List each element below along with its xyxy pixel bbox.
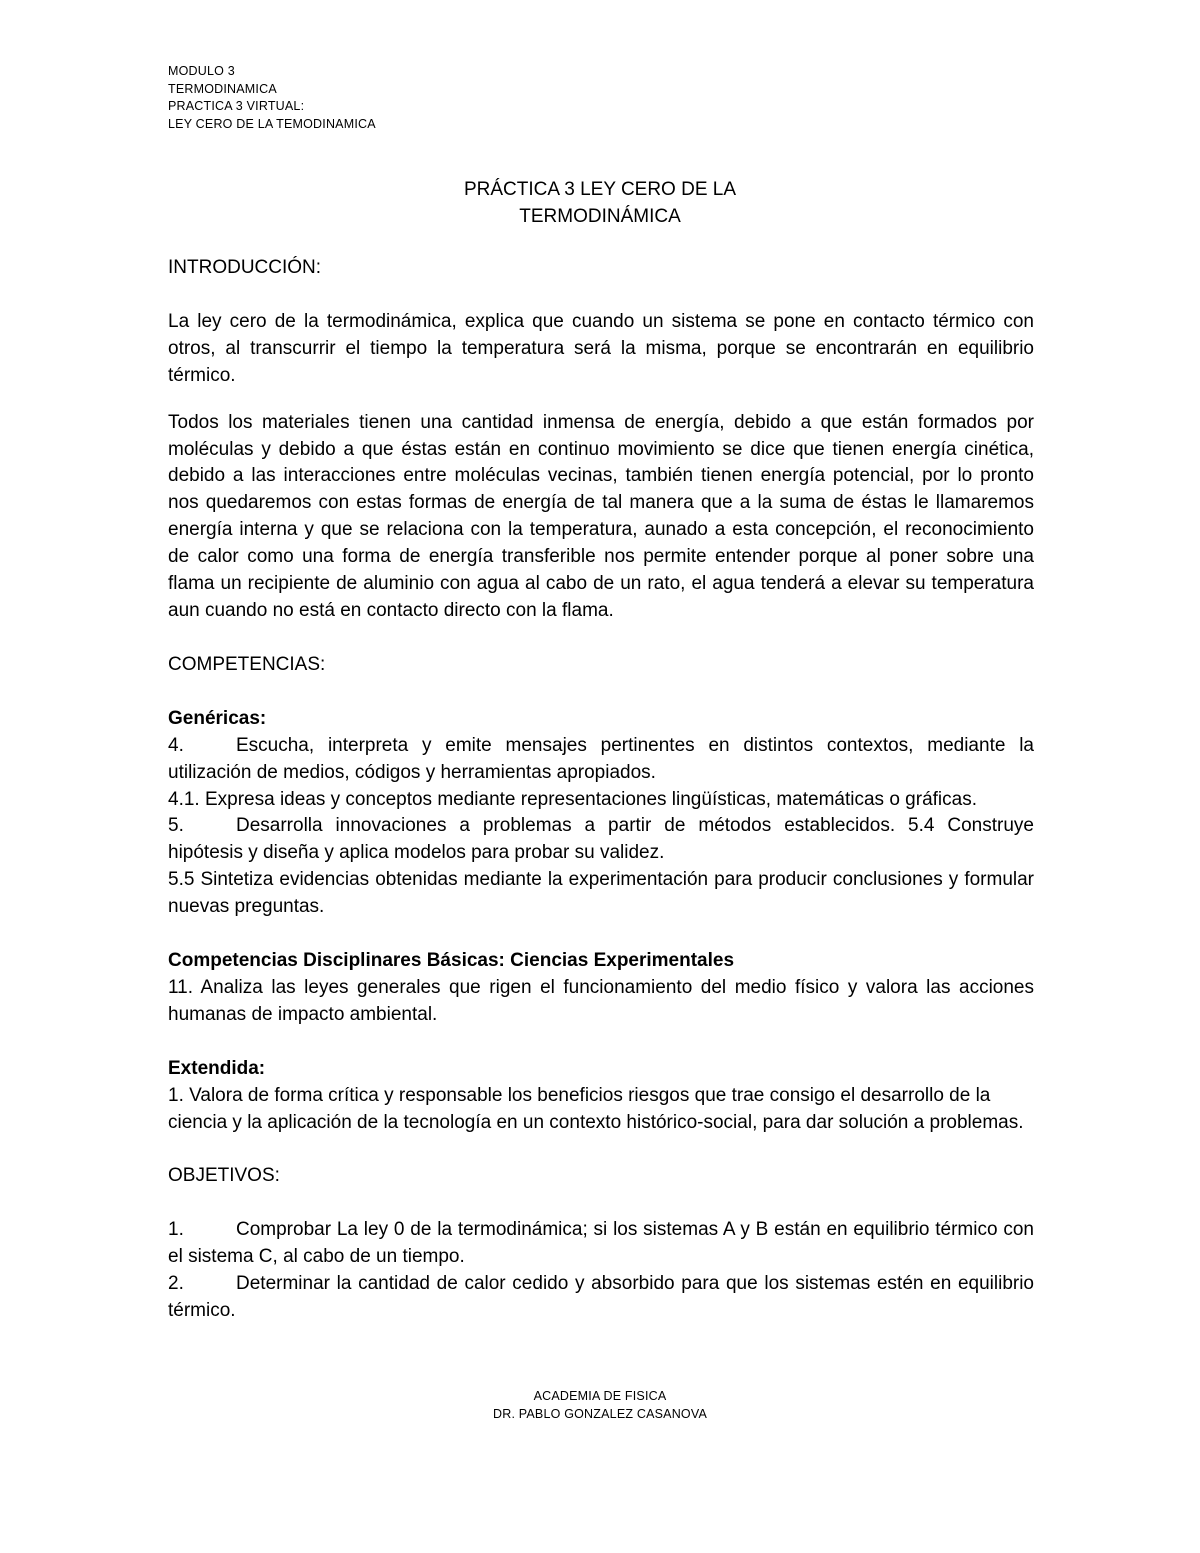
document-body: [168, 255, 1034, 1325]
header-module: MODULO 3: [168, 64, 235, 78]
page-header: [168, 63, 376, 133]
objetivo-item-1: [168, 1217, 1034, 1271]
generica-item-5-text: Desarrolla innovaciones a problemas a partir de métodos establecidos. 5.4 Construye hipótesis y diseña y aplica modelos para probar su validez.: [168, 815, 1034, 864]
disciplinares-heading: Competencias Disciplinares Básicas: Ciencias Experimentales: [168, 950, 735, 972]
objetivos-heading: OBJETIVOS:: [168, 1165, 280, 1187]
title-line-1: PRÁCTICA 3 LEY CERO DE LA: [463, 179, 737, 200]
extendida-item-1: 1. Valora de forma crítica y responsable los beneficios riesgos que trae consigo el desarrollo de la ciencia y la aplicación de la tecnología en un contexto histórico-social, para dar solución a problemas.: [168, 1084, 1024, 1133]
generica-item-4-text: Escucha, interpreta y emite mensajes pertinentes en distintos contextos, mediante la utilización de medios, códigos y herramientas apropiados.: [168, 734, 1034, 783]
header-subject: TERMODINAMICA: [168, 81, 277, 96]
intro-heading: INTRODUCCIÓN:: [168, 257, 322, 278]
generica-item-5-number: 5.: [168, 815, 184, 837]
objetivo-item-2-text: Determinar la cantidad de calor cedido y absorbido para que los sistemas estén en equilibrio térmico.: [168, 1273, 1034, 1322]
header-practice: PRACTICA 3 VIRTUAL:: [168, 99, 305, 114]
page-footer: [0, 1388, 1200, 1423]
generica-item-5: [168, 813, 1034, 867]
objetivo-item-1-text: Comprobar La ley 0 de la termodinámica; si los sistemas A y B están en equilibrio térmico con el sistema C, al cabo de un tiempo.: [168, 1219, 1034, 1268]
generica-item-4: [168, 733, 1034, 787]
disciplinar-item-11: 11. Analiza las leyes generales que rigen el funcionamiento del medio físico y valora las acciones humanas de impacto ambiental.: [168, 976, 1034, 1025]
intro-paragraph-2: Todos los materiales tienen una cantidad inmensa de energía, debido a que están formados por moléculas y debido a que éstas están en continuo movimiento se dice que tienen energía cinética, debido a las interacciones entre moléculas vecinas, también tienen energía potencial, por lo pronto nos quedaremos con estas formas de energía de tal manera que a la suma de éstas le llamaremos energía interna y que se relaciona con la temperatura, aunado a esta concepción, el reconocimiento de calor como una forma de energía transferible nos permite entender porque al poner sobre una flama un recipiente de aluminio con agua al cabo de un rato, el agua tenderá a elevar su temperatura aun cuando no está en contacto directo con la flama.: [168, 411, 1034, 621]
footer-academy: ACADEMIA DE FISICA: [533, 1389, 667, 1403]
objetivo-item-2-number: 2.: [168, 1273, 184, 1295]
objetivo-item-1-number: 1.: [168, 1219, 184, 1241]
header-topic: LEY CERO DE LA TEMODINAMICA: [168, 116, 376, 131]
footer-school: DR. PABLO GONZALEZ CASANOVA: [492, 1406, 707, 1421]
generica-item-4-number: 4.: [168, 734, 184, 756]
objetivo-item-2: [168, 1271, 1034, 1325]
intro-paragraph-1: La ley cero de la termodinámica, explica que cuando un sistema se pone en contacto térmico con otros, al transcurrir el tiempo la temperatura será la misma, porque se encontrarán en equilibrio térmico.: [168, 310, 1034, 386]
genericas-heading: Genéricas:: [168, 707, 267, 729]
generica-item-5-5: 5.5 Sintetiza evidencias obtenidas mediante la experimentación para producir conclusiones y formular nuevas preguntas.: [168, 869, 1034, 918]
title-line-2: TERMODINÁMICA: [519, 206, 681, 227]
competencias-heading: COMPETENCIAS:: [168, 653, 326, 675]
document-title: [0, 176, 1200, 230]
generica-item-4-1: 4.1. Expresa ideas y conceptos mediante representaciones lingüísticas, matemáticas o gráficas.: [168, 788, 977, 810]
extendida-heading: Extendida:: [168, 1057, 266, 1079]
